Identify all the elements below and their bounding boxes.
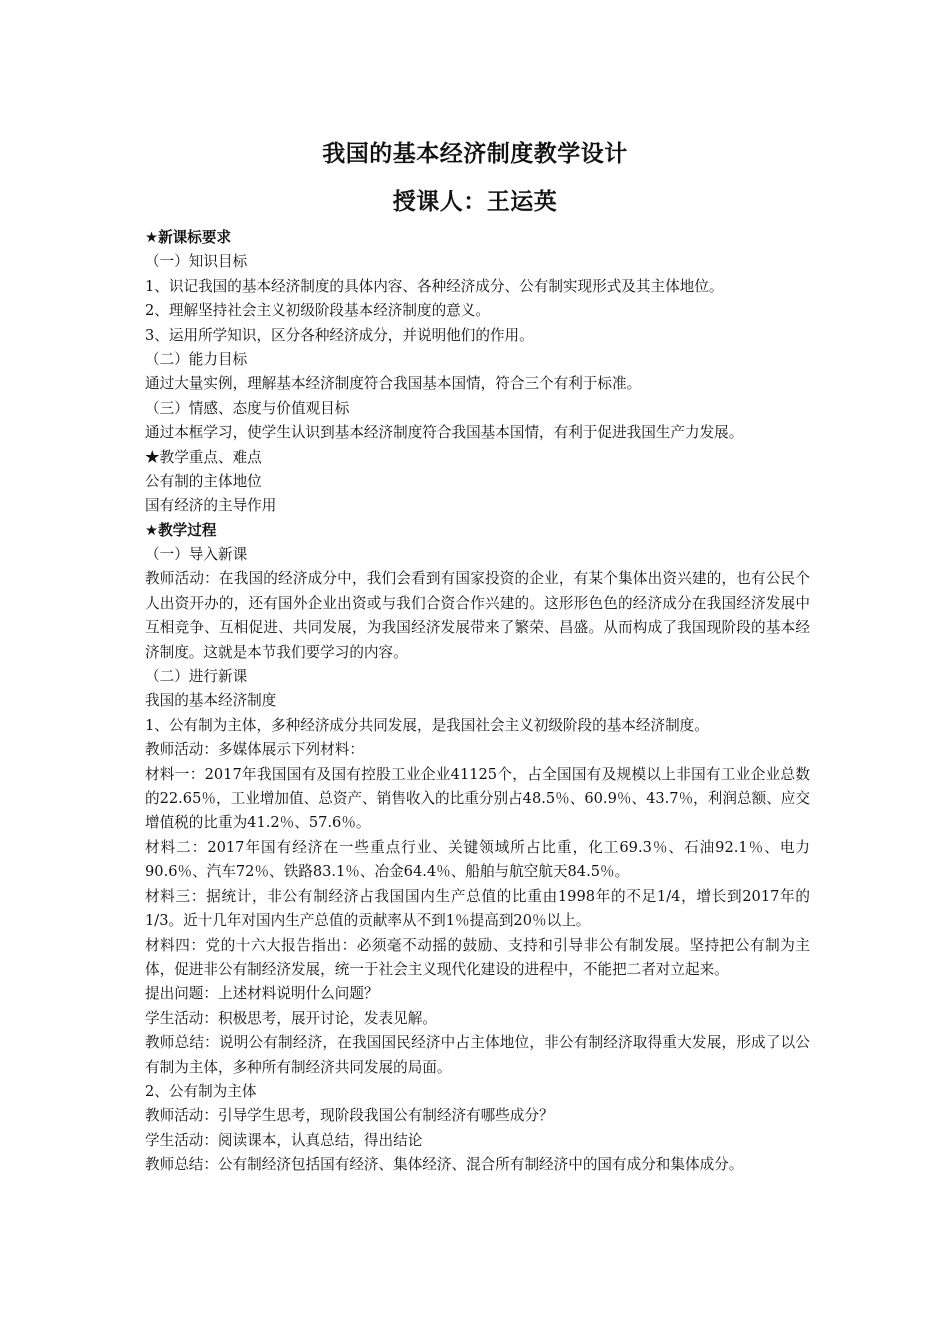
text-line: 教师活动：引导学生思考，现阶段我国公有制经济有哪些成分？ bbox=[145, 1107, 554, 1125]
text-line: 通过本框学习，使学生认识到基本经济制度符合我国基本国情，有利于促进我国生产力发展。 bbox=[145, 424, 744, 442]
paragraph: 教师总结：说明公有制经济，在我国国民经济中占主体地位，非公有制经济取得重大发展，形成了以公有制为主体，多种所有制经济共同发展的局面。 bbox=[145, 1034, 810, 1076]
text-line: ★教学重点、难点 bbox=[145, 448, 262, 466]
text-line: ★教学过程 bbox=[145, 521, 217, 539]
text-line: （二）进行新课 bbox=[145, 668, 248, 686]
text-line: 我国的基本经济制度 bbox=[145, 692, 277, 710]
text-line: （一）导入新课 bbox=[145, 546, 248, 564]
text-line: 3、运用所学知识，区分各种经济成分，并说明他们的作用。 bbox=[145, 326, 534, 344]
text-line: 学生活动：阅读课本，认真总结，得出结论 bbox=[145, 1131, 423, 1149]
paragraph: 材料四：党的十六大报告指出：必须毫不动摇的鼓励、支持和引导非公有制发展。坚持把公有制为主体，促进非公有制经济发展，统一于社会主义现代化建设的进程中，不能把二者对立起来。 bbox=[145, 936, 810, 978]
paragraph: 教师活动：在我国的经济成分中，我们会看到有国家投资的企业，有某个集体出资兴建的，也有公民个人出资开办的，还有国外企业出资或与我们合资合作兴建的。这形形色色的经济成分在我国经济发展中互相竞争、互相促进、共同发展，为我国经济发展带来了繁荣、昌盛。从而构成了我国现阶段的基本经济制度。这就是本节我们要学习的内容。 bbox=[145, 570, 810, 661]
text-line: 2、理解坚持社会主义初级阶段基本经济制度的意义。 bbox=[145, 302, 490, 320]
document-title: 我国的基本经济制度教学设计 bbox=[322, 141, 628, 167]
text-line: 国有经济的主导作用 bbox=[145, 497, 277, 515]
text-line: 1、识记我国的基本经济制度的具体内容、各种经济成分、公有制实现形式及其主体地位。 bbox=[145, 277, 724, 295]
text-line: （一）知识目标 bbox=[145, 253, 248, 271]
document-body bbox=[145, 226, 810, 1177]
text-line: 学生活动：积极思考，展开讨论，发表见解。 bbox=[145, 1009, 437, 1027]
text-line: （三）情感、态度与价值观目标 bbox=[145, 399, 350, 417]
text-line: 1、公有制为主体，多种经济成分共同发展，是我国社会主义初级阶段的基本经济制度。 bbox=[145, 716, 709, 734]
text-line: 公有制的主体地位 bbox=[145, 472, 262, 490]
text-line: （二）能力目标 bbox=[145, 350, 248, 368]
text-line: 提出问题：上述材料说明什么问题？ bbox=[145, 985, 379, 1003]
paragraph: 材料一：2017年我国国有及国有控股工业企业41125个，占全国国有及规模以上非国有工业企业总数的22.65％，工业增加值、总资产、销售收入的比重分别占48.5％、60.9％、43.7％，利润总额、应交增值税的比重为41.2％、57.6％。 bbox=[145, 765, 810, 832]
paragraph: 材料二：2017年国有经济在一些重点行业、关键领域所占比重，化工69.3％、石油92.1％、电力90.6％、汽车72％、铁路83.1％、冶金64.4％、船舶与航空航天84.5％。 bbox=[145, 838, 810, 881]
text-line: 教师活动：多媒体展示下列材料： bbox=[145, 741, 364, 759]
teacher-line: 授课人：王运英 bbox=[392, 189, 558, 215]
text-line: 教师总结：公有制经济包括国有经济、集体经济、混合所有制经济中的国有成分和集体成分。 bbox=[145, 1156, 744, 1174]
text-line: ★新课标要求 bbox=[145, 229, 232, 246]
text-line: 2、公有制为主体 bbox=[145, 1082, 257, 1100]
paragraph: 材料三：据统计，非公有制经济占我国国内生产总值的比重由1998年的不足1/4，增长到2017年的1/3。近十几年对国内生产总值的贡献率从不到1％提高到20％以上。 bbox=[145, 887, 810, 930]
text-line: 通过大量实例，理解基本经济制度符合我国基本国情，符合三个有利于标准。 bbox=[145, 375, 642, 393]
